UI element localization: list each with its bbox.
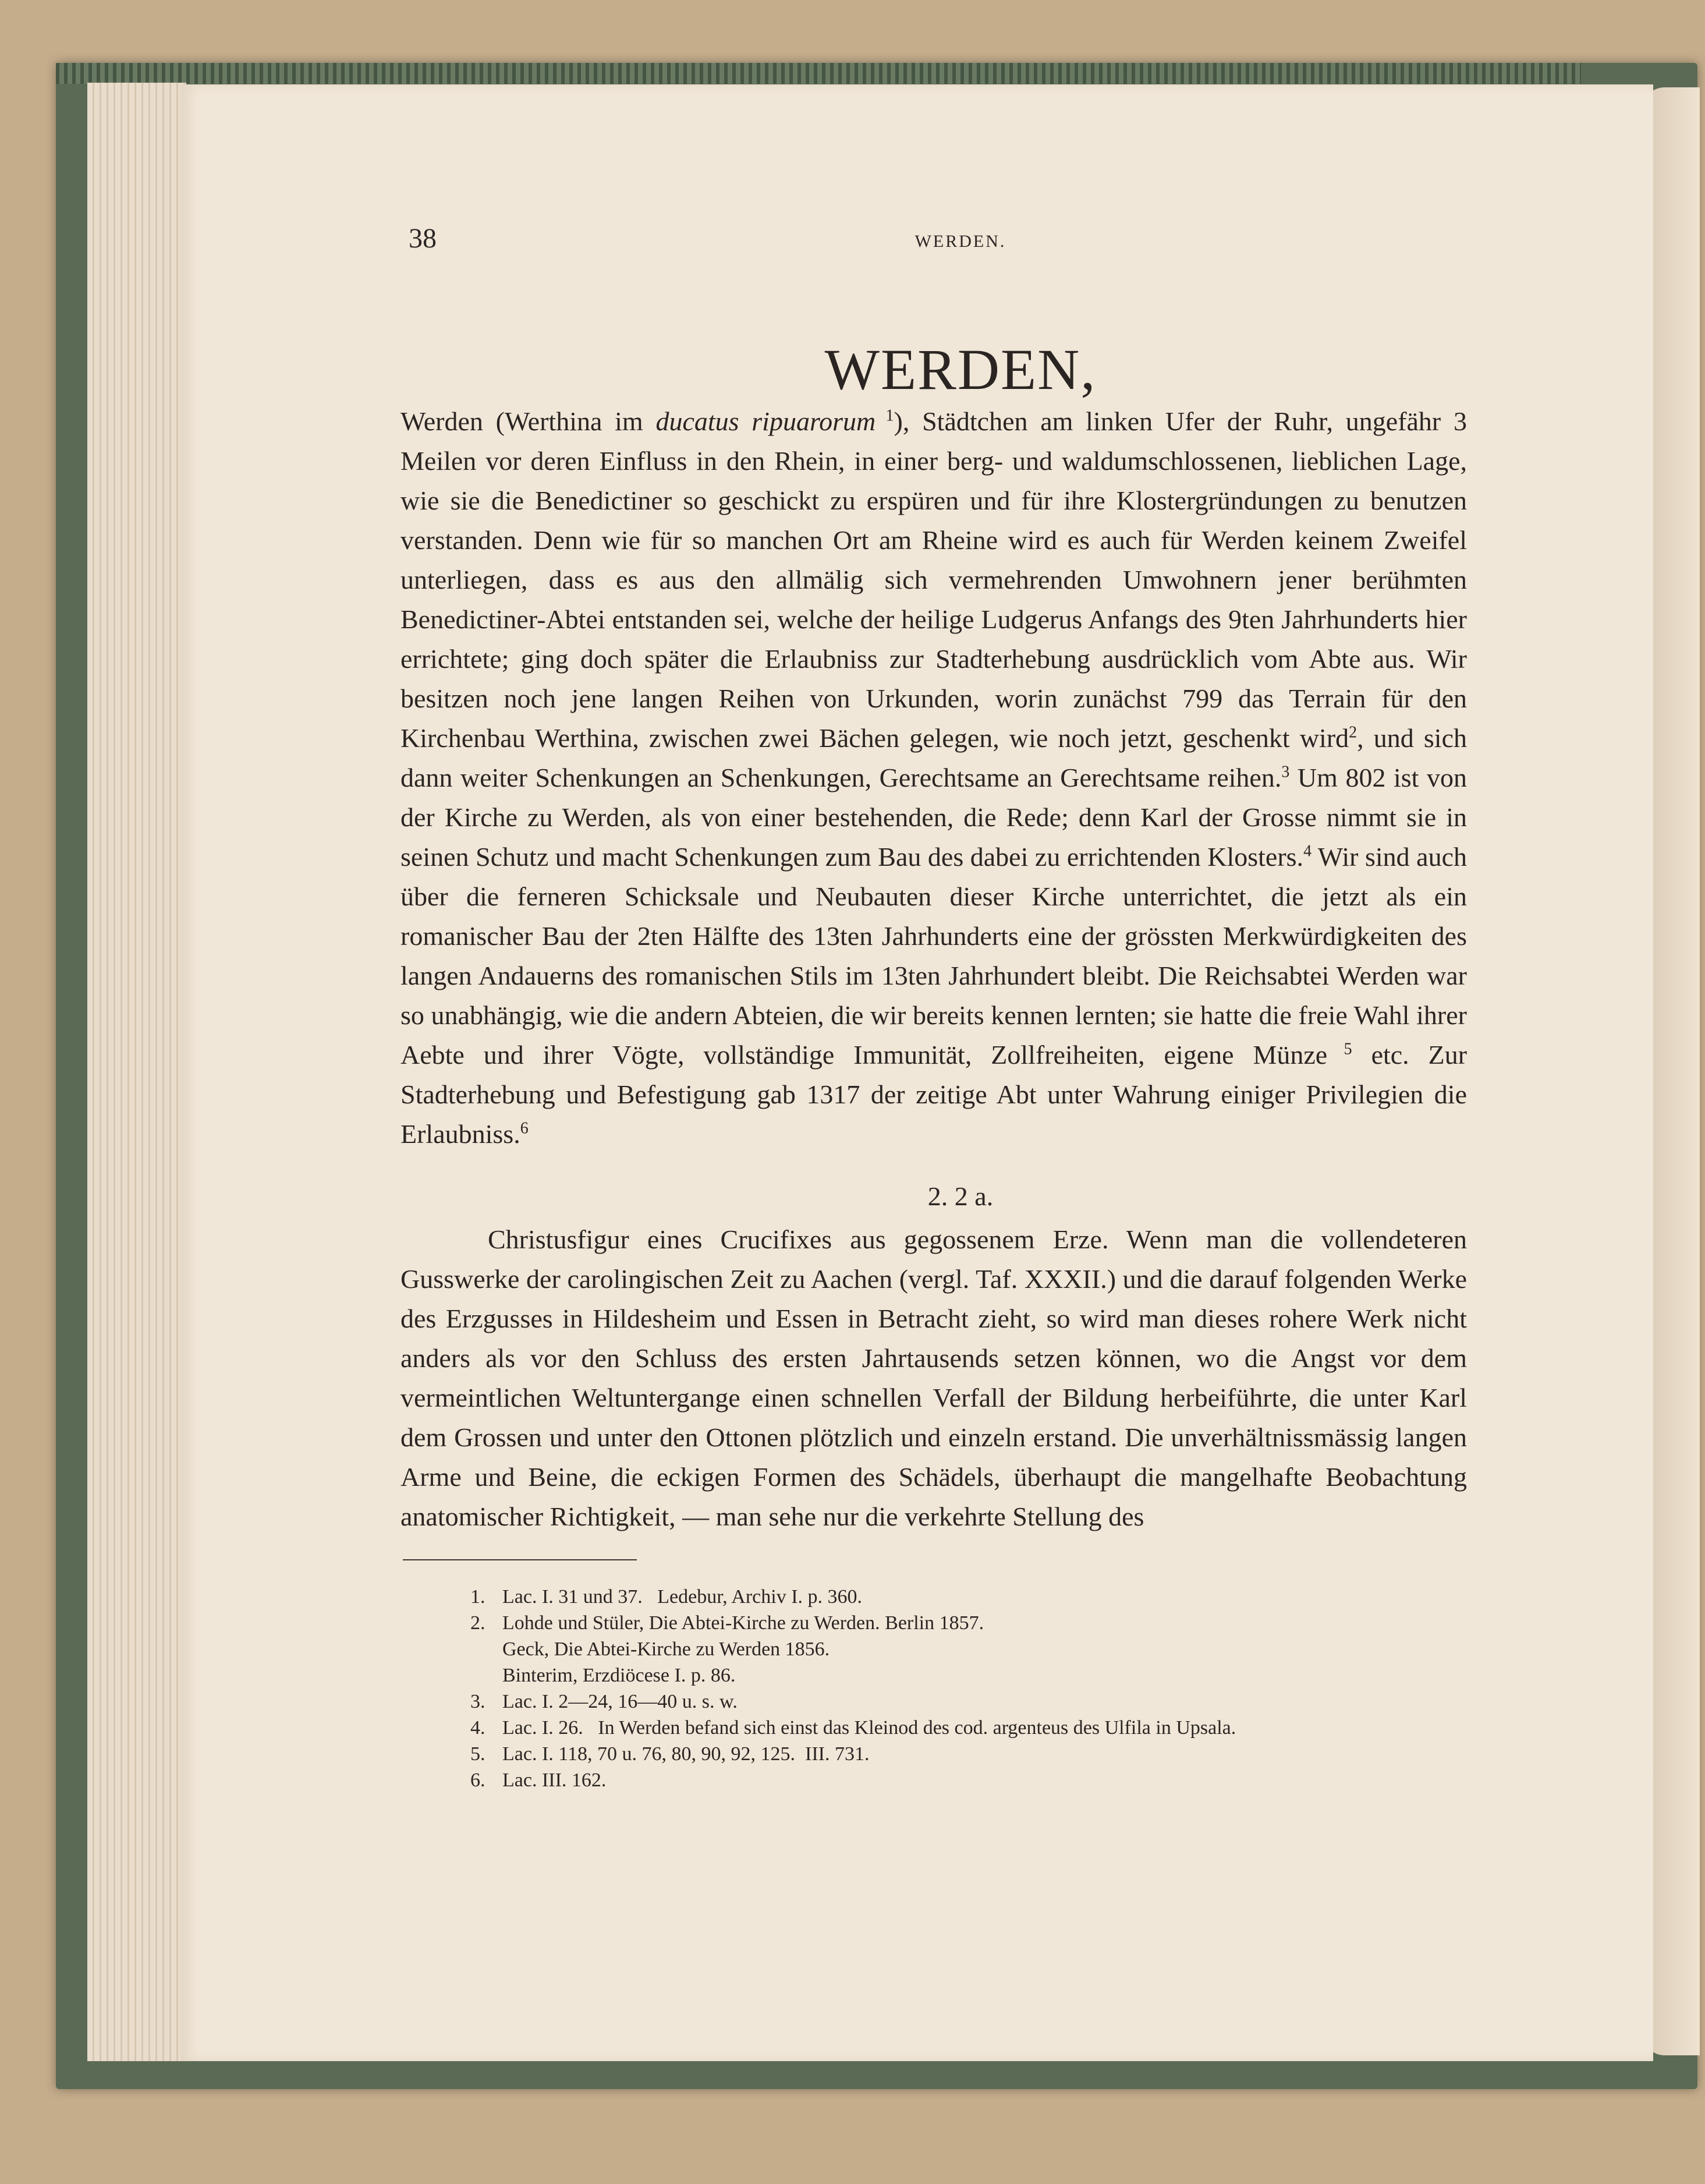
footnote-item (470, 1610, 1472, 1636)
footnote-text: Lac. I. 2—24, 16—40 u. s. w. (502, 1691, 738, 1712)
footnote-number: 6. (470, 1769, 485, 1791)
footnote-item (470, 1715, 1472, 1741)
text-segment: Werden (Werthina im (400, 406, 656, 436)
footnote-rule (403, 1559, 637, 1560)
running-head: WERDEN. (914, 232, 1006, 251)
footnote-item (470, 1767, 1472, 1793)
footnote-item (470, 1636, 1472, 1662)
footnote-text: Geck, Die Abtei-Kirche zu Werden 1856. (502, 1638, 830, 1660)
footnote-marker: 1 (875, 406, 894, 425)
footnote-item (470, 1584, 1472, 1610)
footnote-number: 2. (470, 1612, 485, 1634)
footnote-item (470, 1741, 1472, 1767)
footnote-marker: 5 (1327, 1040, 1352, 1059)
footnote-marker: 3 (1281, 763, 1290, 781)
footnote-marker: 4 (1303, 842, 1312, 861)
footnote-number: 3. (470, 1691, 485, 1712)
body-paragraph-2: Christusfigur eines Crucifixes aus gegossenem Erze. Wenn man die vollendeteren Gusswerke der carolingischen Zeit zu Aachen (vergl. Taf. XXXII.) und die darauf folgenden Werke des Erzgusses in Hildesheim und Essen in Betracht zieht, so wird man dieses rohere Werk nicht anders als vor den Schluss des ersten Jahrtausends setzen können, wo die Angst vor dem vermeintlichen Weltuntergange einen schnellen Verfall der Bildung herbeiführte, die unter Karl dem Grossen und unter den Ottonen plötzlich und einzeln erstand. Die unverhältnissmässig langen Arme und Beine, die eckigen Formen des Schädels, überhaupt die mangelhafte Beobachtung anatomischer Richtigkeit, — man sehe nur die verkehrte Stellung des (400, 1224, 1467, 1531)
text-segment: Wir sind auch über die ferneren Schicksale und Neubauten dieser Kirche unterrichtet, die jetzt als ein romanischer Bau der 2ten Hälfte des 13ten Jahrhunderts eine der grössten Merkwürdigkeiten des langen Andauerns des romanischen Stils im 13ten Jahrhundert bleibt. Die Reichsabtei Werden war so unabhängig, wie die andern Abteien, die wir bereits kennen lernten; sie hatte die freie Wahl ihrer Aebte und ihrer Vögte, vollständige Immunität, Zollfreiheiten, eigene Münze (400, 842, 1467, 1070)
footnote-number: 5. (470, 1743, 485, 1765)
text-segment: Um 802 ist von der Kirche zu Werden, als von einer bestehenden, die Rede; denn Karl der Grosse nimmt sie in seinen Schutz und macht Schenkungen zum Bau des dabei zu errichtenden Klosters. (400, 763, 1467, 872)
section-heading: 2. 2 a. (927, 1181, 994, 1211)
text-segment: ducatus ripuarorum (655, 406, 876, 436)
text-segment: etc. Zur Stadterhebung und Befestigung gab 1317 der zeitige Abt unter Wahrung einiger Privilegien die Erlaubniss. (400, 1040, 1467, 1149)
footnote-text: Lac. I. 26. In Werden befand sich einst das Kleinod des cod. argenteus des Ulfila in Upsala. (502, 1717, 1236, 1739)
text-segment: , und sich dann weiter Schenkungen an Schenkungen, Gerechtsame an Gerechtsame reihen. (400, 723, 1467, 792)
footnote-text: Lohde und Stüler, Die Abtei-Kirche zu Werden. Berlin 1857. (502, 1612, 984, 1634)
footnote-text: Lac. III. 162. (502, 1769, 607, 1791)
footnote-text: Binterim, Erzdiöcese I. p. 86. (502, 1665, 736, 1686)
footnote-marker: 2 (1349, 723, 1357, 742)
book-cover-edge (56, 63, 1581, 84)
footnote-item (470, 1689, 1472, 1715)
footnote-number: 4. (470, 1717, 485, 1739)
footnote-list (470, 1584, 1472, 1793)
footnote-marker: 6 (520, 1119, 529, 1138)
page-title: WERDEN, (824, 337, 1097, 402)
footnote-text: Lac. I. 31 und 37. Ledebur, Archiv I. p. 360. (502, 1586, 863, 1608)
footnote-item (470, 1662, 1472, 1689)
page-number: 38 (409, 223, 437, 254)
footnote-text: Lac. I. 118, 70 u. 76, 80, 90, 92, 125. III. 731. (502, 1743, 870, 1765)
page-stack (87, 83, 186, 2061)
footnote-number: 1. (470, 1586, 485, 1608)
body-paragraph-1 (400, 402, 1467, 1154)
text-segment: ), Städtchen am linken Ufer der Ruhr, ungefähr 3 Meilen vor deren Einfluss in den Rhein, in einer berg- und waldumschlossenen, lieblichen Lage, wie sie die Benedictiner so geschickt zu erspüren und für ihre Klostergründungen zu benutzen verstanden. Denn wie für so manchen Ort am Rheine wird es auch für Werden keinem Zweifel unterliegen, dass es aus den allmälig sich vermehrenden Umwohnern jener berühmten Benedictiner-Abtei entstanden sei, welche der heilige Ludgerus Anfangs des 9ten Jahrhunderts hier errichtete; ging doch später die Erlaubniss zur Stadterhebung ausdrücklich vom Abte aus. Wir besitzen noch jene langen Reihen von Urkunden, worin zunächst 799 das Terrain für den Kirchenbau Werthina, zwischen zwei Bächen gelegen, wie noch jetzt, geschenkt wird (400, 406, 1467, 753)
